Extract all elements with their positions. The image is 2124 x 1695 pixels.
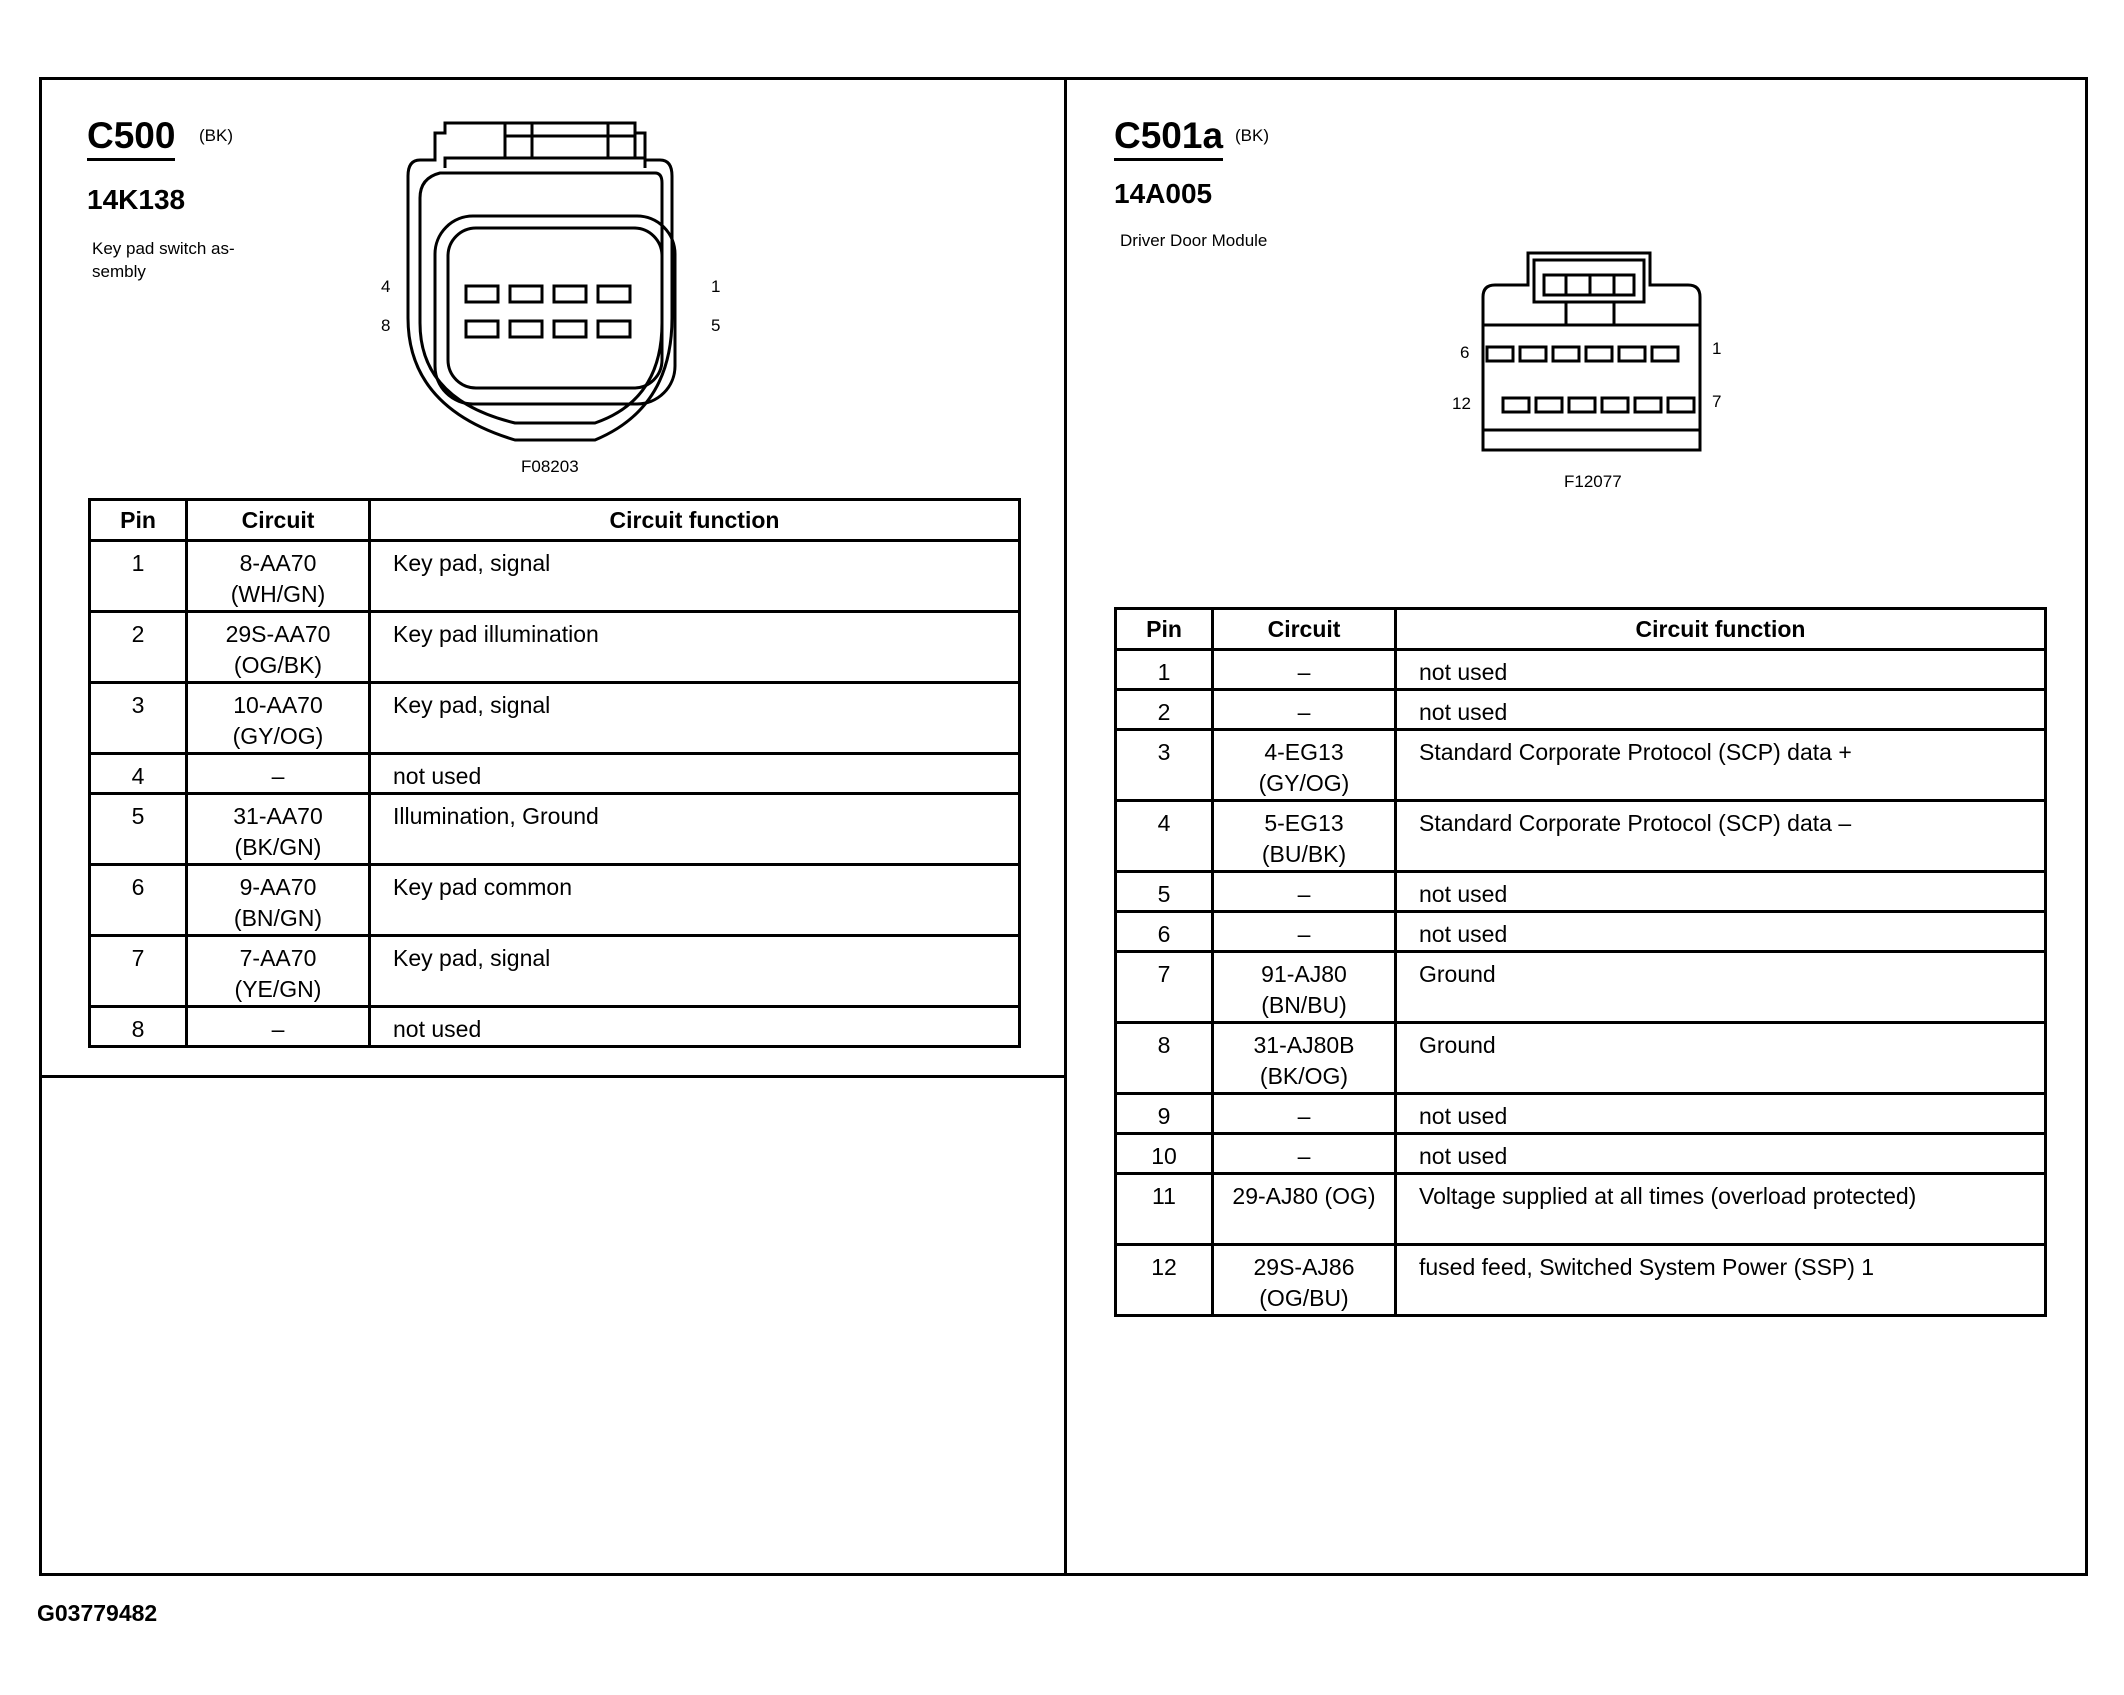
figure-id: F08203 [521,457,579,476]
pin-number: 4 [131,763,145,789]
wire-color: (BN/BU) [1261,992,1347,1018]
table-row [1116,1094,2046,1134]
table-row [1116,952,2046,1023]
circuit-code: 91-AJ80 [1261,961,1347,987]
pin-number-cell [90,865,187,936]
column-header-circuit: Circuit [187,500,370,541]
circuit-code: 5-EG13 [1264,810,1344,836]
circuit-cell [1213,952,1396,1023]
circuit-function: not used [1419,881,1508,907]
circuit-function: not used [393,763,482,789]
circuit-code: – [1297,921,1311,947]
circuit-function-cell [1396,1174,2046,1245]
circuit-code: 31-AJ80B [1253,1032,1355,1058]
pin-label-8: 8 [381,316,391,335]
description-line: sembly [92,262,146,281]
circuit-code: – [271,1016,285,1042]
pin-number-cell [1116,690,1213,730]
pin-number-cell [1116,650,1213,690]
pin-number: 1 [1157,659,1171,685]
pin-number: 10 [1151,1143,1177,1169]
pin-number: 11 [1152,1183,1176,1209]
circuit-cell [1213,872,1396,912]
circuit-function-cell [1396,1245,2046,1316]
table-row [1116,1023,2046,1094]
circuit-function: not used [1419,699,1508,725]
circuit-function-cell [1396,690,2046,730]
table-row [1116,650,2046,690]
circuit-function-cell [1396,730,2046,801]
table-row [90,865,1020,936]
circuit-function-cell [370,1007,1020,1047]
connector-id-c500: C500 [87,117,175,161]
pin-number-cell [1116,872,1213,912]
table-row [90,936,1020,1007]
circuit-code: – [1297,1103,1311,1129]
circuit-function-cell [1396,1134,2046,1174]
pin-number: 8 [131,1016,145,1042]
pin-label-12: 12 [1452,394,1471,413]
pin-label-7: 7 [1712,392,1722,411]
pin-number: 6 [1157,921,1171,947]
pin-number-cell [1116,952,1213,1023]
table-row [90,1007,1020,1047]
table-row [1116,1245,2046,1316]
table-row [90,612,1020,683]
column-header-pin: Pin [90,500,187,541]
circuit-function: not used [1419,659,1508,685]
circuit-function: Key pad, signal [393,692,551,718]
column-header-function: Circuit function [370,500,1020,541]
circuit-function: not used [1419,1143,1508,1169]
circuit-function-cell [1396,952,2046,1023]
circuit-function: Ground [1419,961,1496,987]
pin-table-c501a [1114,607,2047,1317]
wire-color: (YE/GN) [234,976,322,1002]
pin-number-cell [1116,1134,1213,1174]
circuit-cell [187,541,370,612]
circuit-function: Ground [1419,1032,1496,1058]
circuit-function: Key pad illumination [393,621,599,647]
description-line: Key pad switch as- [92,239,235,258]
circuit-function: Key pad common [393,874,572,900]
circuit-function-cell [370,683,1020,754]
circuit-cell [1213,690,1396,730]
circuit-code: 4-EG13 [1264,739,1344,765]
pin-label-1: 1 [1712,339,1722,358]
circuit-code: – [1297,881,1311,907]
circuit-cell [1213,1023,1396,1094]
circuit-function: fused feed, Switched System Power (SSP) 1 [1419,1254,1875,1280]
circuit-code: 29S-AJ86 [1253,1254,1355,1280]
pin-number: 4 [1157,810,1171,836]
circuit-function-cell [370,865,1020,936]
pin-number-cell [1116,912,1213,952]
part-description: Driver Door Module [1120,231,1268,250]
pin-number: 3 [131,692,145,718]
wire-color: (GY/OG) [1258,770,1350,796]
circuit-code: – [1297,699,1311,725]
circuit-function-cell [370,794,1020,865]
connector-id-c501a: C501a [1114,117,1223,161]
connector-c500-face-diagram [400,118,710,448]
circuit-code: 7-AA70 [239,945,317,971]
circuit-function: not used [1419,1103,1508,1129]
circuit-code: 31-AA70 [233,803,323,829]
figure-id: F12077 [1564,472,1622,491]
circuit-function-cell [1396,912,2046,952]
circuit-cell [187,936,370,1007]
column-header-function: Circuit function [1396,609,2046,650]
circuit-function-cell [1396,650,2046,690]
pin-number: 5 [131,803,145,829]
connector-c501a-face-diagram [1478,250,1704,456]
part-description [92,237,235,283]
horizontal-divider [39,1075,1067,1078]
pin-number-cell [90,794,187,865]
circuit-cell [187,1007,370,1047]
pin-number-cell [1116,1094,1213,1134]
circuit-function: Key pad, signal [393,550,551,576]
wire-color: (BU/BK) [1261,841,1347,867]
pin-number: 5 [1157,881,1171,907]
wire-color: (BK/GN) [234,834,322,860]
pin-number: 2 [1157,699,1171,725]
pin-number: 6 [131,874,145,900]
pin-number-cell [1116,1245,1213,1316]
circuit-cell [1213,912,1396,952]
circuit-cell [187,794,370,865]
pin-number-cell [1116,1174,1213,1245]
connector-color-code: (BK) [1235,126,1269,145]
pin-number: 1 [131,550,145,576]
circuit-function-cell [370,612,1020,683]
pin-label-6: 6 [1460,343,1470,362]
table-row [90,541,1020,612]
circuit-function: Standard Corporate Protocol (SCP) data – [1419,810,1852,836]
pin-number-cell [1116,730,1213,801]
table-row [1116,872,2046,912]
circuit-cell [1213,1094,1396,1134]
column-header-pin: Pin [1116,609,1213,650]
circuit-cell [187,612,370,683]
table-row [90,794,1020,865]
pin-label-1: 1 [711,277,721,296]
table-row [90,754,1020,794]
pin-label-4: 4 [381,277,391,296]
table-row [1116,1174,2046,1245]
pin-number-cell [1116,1023,1213,1094]
pin-number-cell [90,1007,187,1047]
pin-number: 2 [131,621,145,647]
circuit-function: Illumination, Ground [393,803,599,829]
pin-number-cell [90,683,187,754]
table-row [1116,912,2046,952]
wire-color: (BK/OG) [1259,1063,1349,1089]
circuit-function-cell [1396,1023,2046,1094]
circuit-function: Voltage supplied at all times (overload protected) [1419,1183,1917,1209]
pin-number: 7 [1157,961,1171,987]
circuit-function-cell [1396,872,2046,912]
table-row [1116,730,2046,801]
table-row [90,683,1020,754]
wire-color: (OG/BK) [233,652,323,678]
pin-number-cell [90,612,187,683]
circuit-function: Standard Corporate Protocol (SCP) data + [1419,739,1852,765]
circuit-cell [1213,1245,1396,1316]
circuit-code: – [1297,659,1311,685]
wire-color: (GY/OG) [232,723,324,749]
circuit-function: not used [1419,921,1508,947]
vertical-divider [1064,77,1067,1576]
circuit-function-cell [370,936,1020,1007]
pin-number-cell [90,936,187,1007]
pin-number: 7 [131,945,145,971]
circuit-cell [1213,650,1396,690]
part-number: 14A005 [1114,178,1213,209]
circuit-code: – [1297,1143,1311,1169]
pin-number: 8 [1157,1032,1171,1058]
part-number: 14K138 [87,184,186,215]
circuit-function-cell [370,541,1020,612]
circuit-code: 9-AA70 [239,874,317,900]
pin-label-5: 5 [711,316,721,335]
wire-color: (BN/GN) [233,905,323,931]
pin-number: 9 [1157,1103,1171,1129]
pin-number-cell [90,754,187,794]
circuit-function: not used [393,1016,482,1042]
circuit-code: 29-AJ80 (OG) [1232,1183,1376,1209]
table-header-row [90,500,1020,541]
connector-color-code: (BK) [199,126,233,145]
circuit-code: 10-AA70 [233,692,323,718]
circuit-cell [1213,730,1396,801]
graphic-id: G03779482 [37,1600,158,1626]
circuit-cell [1213,801,1396,872]
circuit-code: 29S-AA70 [225,621,331,647]
circuit-cell [187,865,370,936]
pin-table-c500 [88,498,1021,1048]
table-header-row [1116,609,2046,650]
circuit-cell [187,754,370,794]
circuit-function: Key pad, signal [393,945,551,971]
circuit-function-cell [1396,801,2046,872]
circuit-cell [187,683,370,754]
circuit-cell [1213,1174,1396,1245]
column-header-circuit: Circuit [1213,609,1396,650]
circuit-cell [1213,1134,1396,1174]
circuit-function-cell [1396,1094,2046,1134]
table-row [1116,801,2046,872]
pin-number-cell [90,541,187,612]
wire-color: (OG/BU) [1259,1285,1349,1311]
circuit-code: 8-AA70 [239,550,317,576]
table-row [1116,690,2046,730]
circuit-code: – [271,763,285,789]
pin-number: 3 [1157,739,1171,765]
circuit-function-cell [370,754,1020,794]
table-row [1116,1134,2046,1174]
pin-number: 12 [1151,1254,1177,1280]
pin-number-cell [1116,801,1213,872]
wire-color: (WH/GN) [230,581,326,607]
